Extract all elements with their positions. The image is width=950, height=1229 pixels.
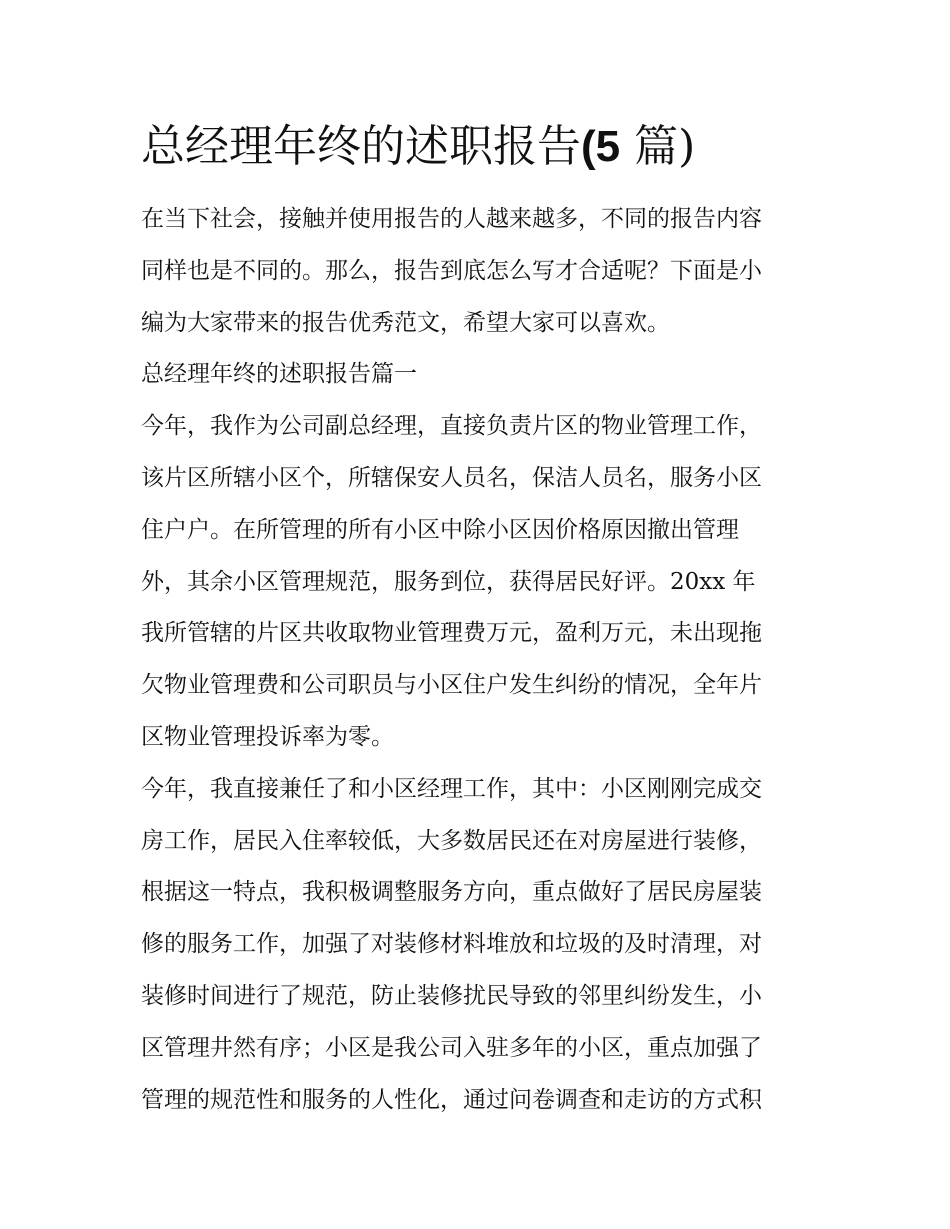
paragraph-line: 管理的规范性和服务的人性化，通过问卷调查和走访的方式积 [141, 1086, 762, 1113]
paragraph-line: 该片区所辖小区个，所辖保安人员名，保洁人员名，服务小区 [141, 464, 762, 491]
paragraph-line: 区管理井然有序；小区是我公司入驻多年的小区，重点加强了 [141, 1034, 762, 1061]
paragraph-line: 装修时间进行了规范，防止装修扰民导致的邻里纠纷发生，小 [141, 982, 762, 1009]
paragraph-line: 编为大家带来的报告优秀范文，希望大家可以喜欢。 [141, 309, 670, 336]
paragraph-line: 区物业管理投诉率为零。 [141, 723, 394, 750]
paragraph-line: 今年，我直接兼任了和小区经理工作，其中：小区刚刚完成交 [141, 775, 762, 802]
document-body [141, 112, 811, 1126]
paragraph-line: 我所管辖的片区共收取物业管理费万元，盈利万元，未出现拖 [141, 620, 762, 647]
paragraph-line: 同样也是不同的。那么，报告到底怎么写才合适呢？下面是小 [141, 257, 762, 284]
paragraph-line: 房工作，居民入住率较低，大多数居民还在对房屋进行装修， [141, 827, 762, 854]
paragraph-line: 根据这一特点，我积极调整服务方向，重点做好了居民房屋装 [141, 879, 762, 906]
title-count: (5 [581, 122, 621, 171]
paragraph-line: 欠物业管理费和公司职员与小区住户发生纠纷的情况，全年片 [141, 672, 762, 699]
paragraph-line: 在当下社会，接触并使用报告的人越来越多，不同的报告内容 [141, 206, 762, 232]
paragraph-line: 外，其余小区管理规范，服务到位，获得居民好评。20xx 年 [141, 568, 756, 595]
title-suffix: 篇) [620, 121, 696, 172]
paragraph-line: 今年，我作为公司副总经理，直接负责片区的物业管理工作， [141, 413, 762, 440]
section-heading: 总经理年终的述职报告篇一 [141, 361, 417, 388]
document-title [141, 112, 811, 182]
paragraph-line: 修的服务工作，加强了对装修材料堆放和垃圾的及时清理，对 [141, 931, 762, 958]
paragraph-line: 住户户。在所管理的所有小区中除小区因价格原因撤出管理 [141, 516, 739, 543]
title-text: 总经理年终的述职报告 [141, 121, 581, 172]
